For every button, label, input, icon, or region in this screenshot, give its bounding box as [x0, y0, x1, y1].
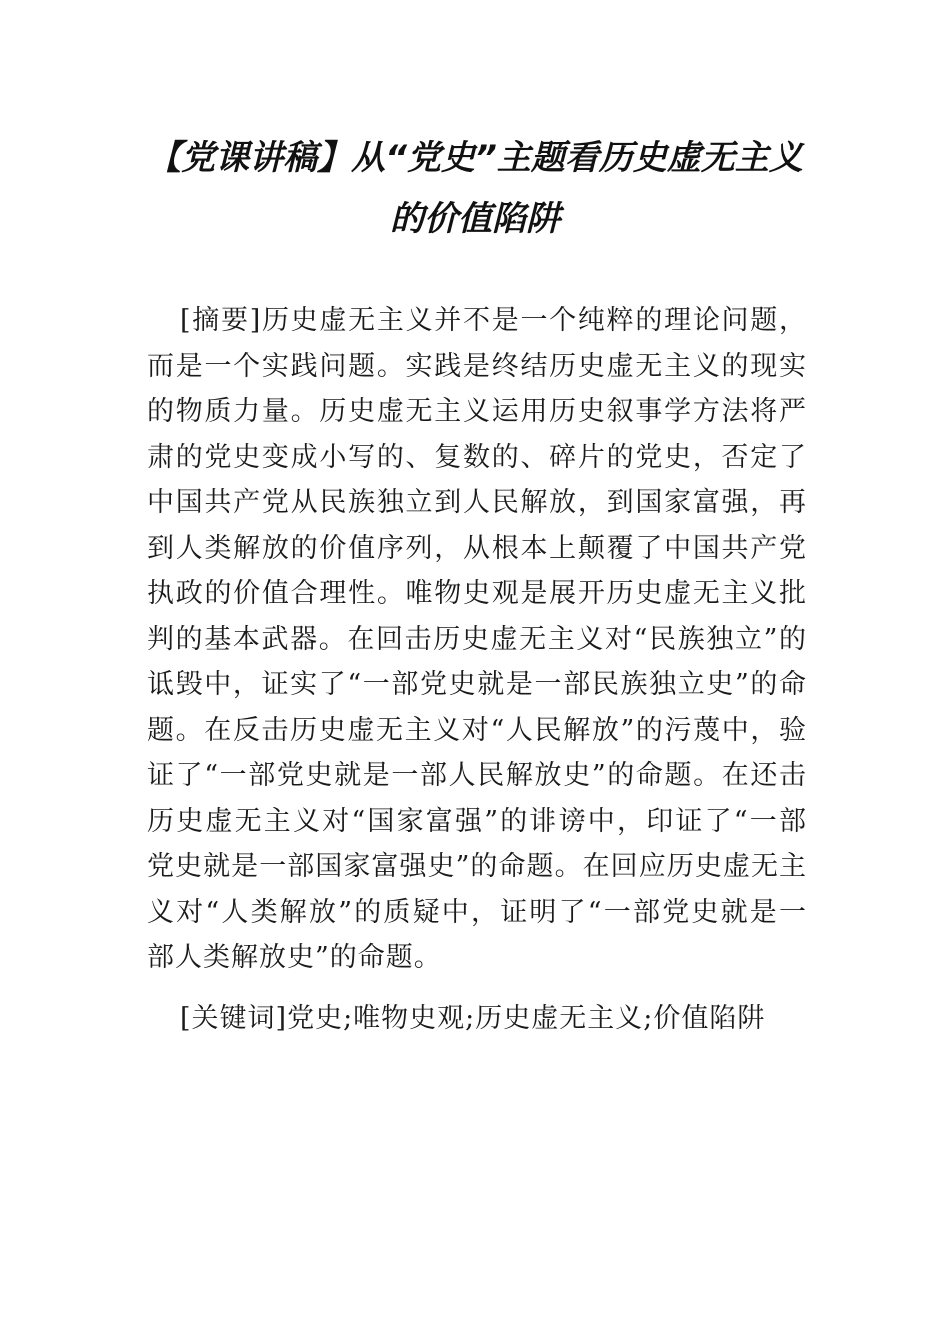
abstract-paragraph: [摘要]历史虚无主义并不是一个纯粹的理论问题，而是一个实践问题。实践是终结历史虚无主义的现实的物质力量。历史虚无主义运用历史叙事学方法将严肃的党史变成小写的、复数的、碎片的党史，否定了中国共产党从民族独立到人民解放，到国家富强，再到人类解放的价值序列，从根本上颠覆了中国共产党执政的价值合理性。唯物史观是展开历史虚无主义批判的基本武器。在回击历史虚无主义对“民族独立”的诋毁中，证实了“一部党史就是一部民族独立史”的命题。在反击历史虚无主义对“人民解放”的污蔑中，验证了“一部党史就是一部人民解放史”的命题。在还击历史虚无主义对“国家富强”的诽谤中，印证了“一部党史就是一部国家富强史”的命题。在回应历史虚无主义对“人类解放”的质疑中，证明了“一部党史就是一部人类解放史”的命题。	[147, 305, 807, 973]
document-title	[120, 128, 830, 250]
keywords-paragraph: [关键词]党史;唯物史观;历史虚无主义;价值陷阱	[180, 1003, 766, 1034]
title-line-2: 的价值陷阱	[390, 199, 560, 239]
title-line-1: 【党课讲稿】从“党史”主题看历史虚无主义	[147, 138, 803, 178]
document-body	[147, 298, 807, 1034]
